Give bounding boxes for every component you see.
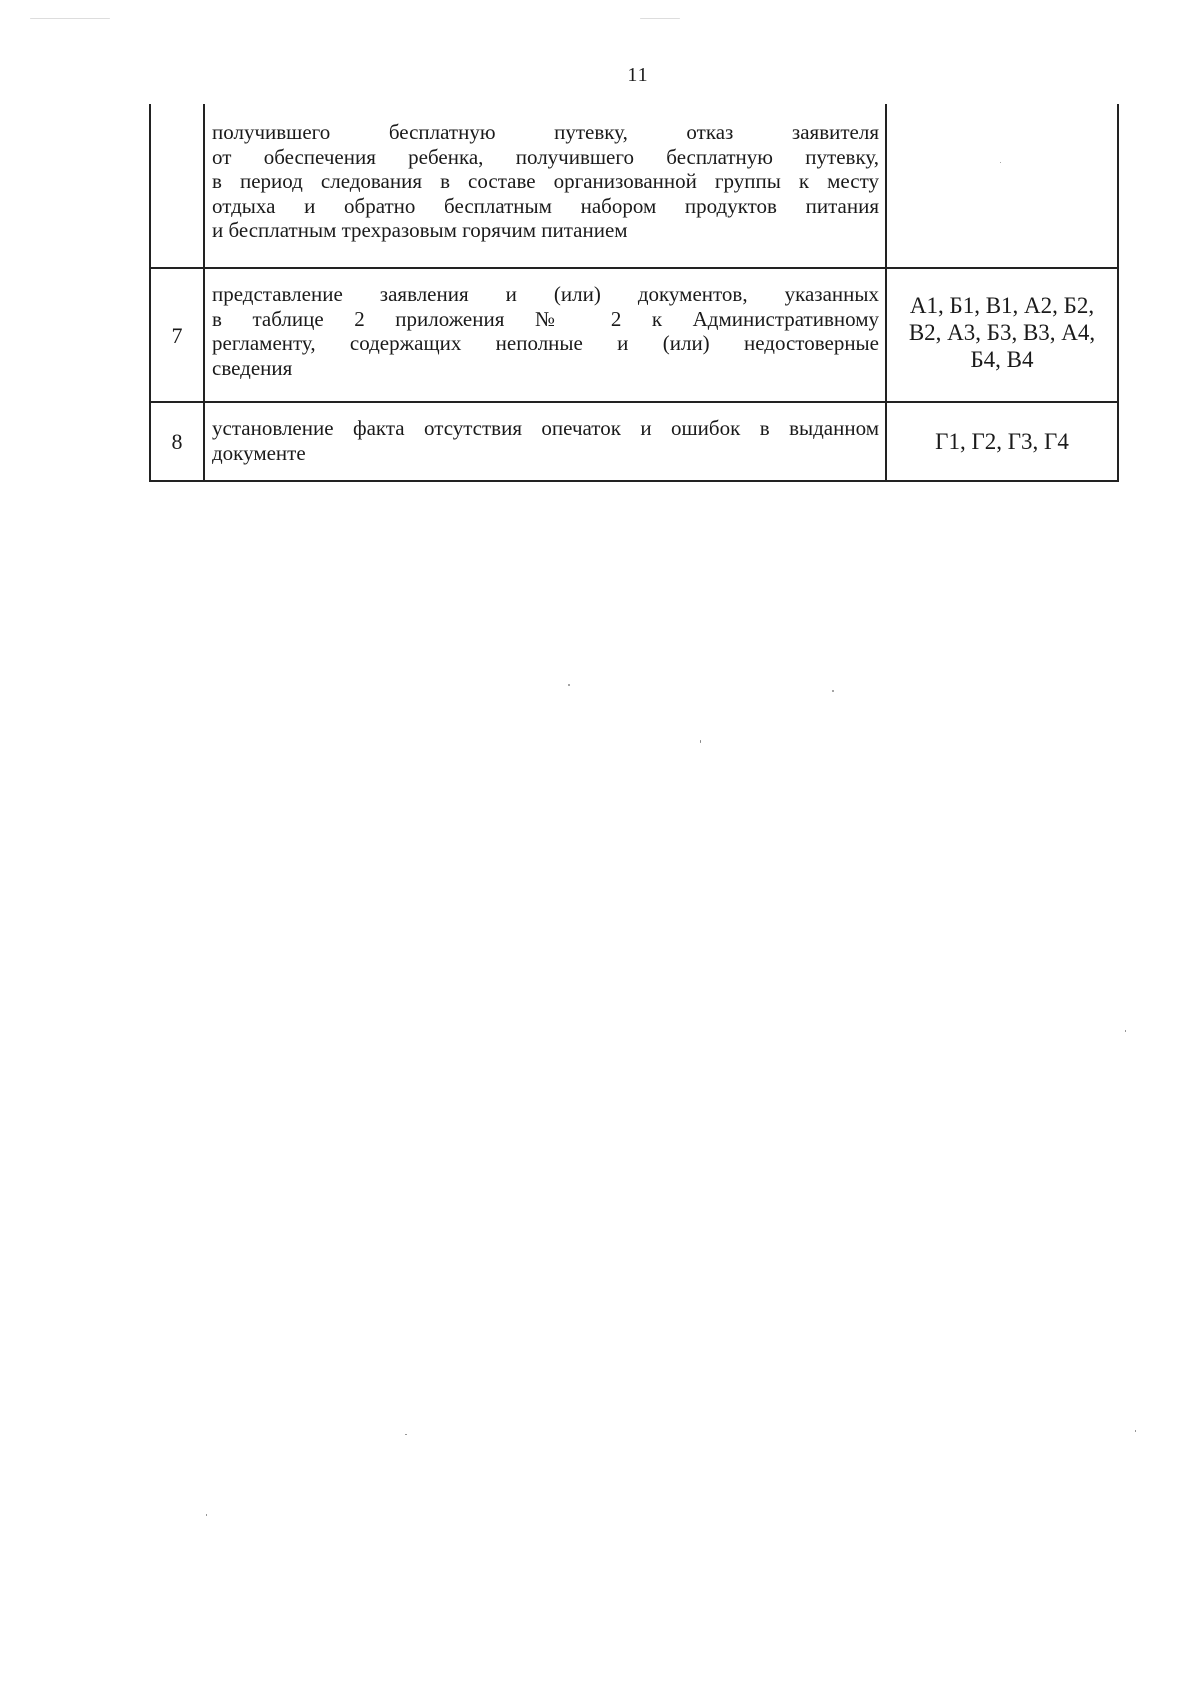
scan-speck [568,684,570,686]
document-table [149,104,1119,482]
scan-speck [700,740,701,743]
description-line: отдыха и обратно бесплатным набором продуктов питания [212,193,879,218]
page-number: 11 [627,64,649,86]
row-number: 7 [171,323,183,348]
table-border-bottom [149,480,1119,482]
row-codes: Г1, Г2, Г3, Г4 [935,429,1069,454]
description-line: документе [212,440,306,465]
row-codes [887,292,1117,373]
scan-speck [1135,1430,1136,1432]
codes-line: А1, Б1, В1, А2, Б2, [909,293,1095,318]
description-line: получившего бесплатную путевку, отказ заявителя [212,120,879,144]
row-number: 8 [171,429,183,454]
description-line: от обеспечения ребенка, получившего бесплатную путевку, [212,144,879,169]
row-description [212,120,879,243]
description-line: регламенту, содержащих неполные и (или) недостоверные [212,331,879,355]
scan-speck [832,690,834,692]
scan-speck [30,18,110,19]
row-description [212,416,879,465]
table-border-left [149,104,151,482]
description-line: в таблице 2 приложения № 2 к Административному [212,306,879,331]
description-line: установление факта отсутствия опечаток и ошибок в выданном [212,416,879,440]
table-divider-num [203,104,205,482]
description-line: и бесплатным трехразовым горячим питанием [212,218,628,242]
table-row-divider [149,401,1119,403]
scan-speck [206,1514,207,1516]
scan-speck [1125,1030,1126,1032]
description-line: в период следования в составе организованной группы к месту [212,169,879,193]
table-border-right [1117,104,1119,482]
row-description [212,282,879,380]
codes-line: Б4, В4 [970,347,1034,372]
scan-speck [405,1434,407,1435]
description-line: представление заявления и (или) документов, указанных [212,282,879,306]
scan-speck [640,18,680,19]
codes-line: В2, А3, Б3, В3, А4, [908,320,1096,345]
scan-speck [1000,162,1001,163]
description-line: сведения [212,355,293,380]
table-row-divider [149,267,1119,269]
